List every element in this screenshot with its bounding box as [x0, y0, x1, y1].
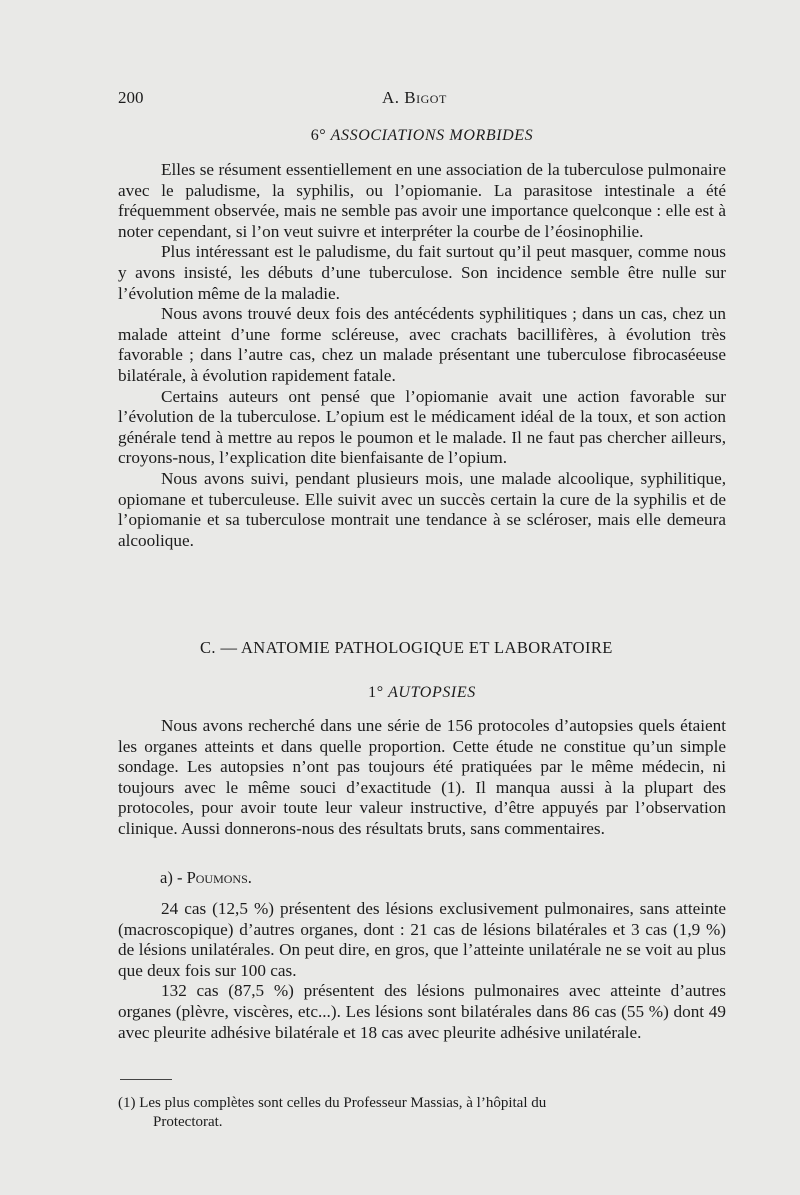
subsection-title: Poumons. [186, 868, 252, 887]
section-title: AUTOPSIES [388, 684, 476, 701]
body-text-poumons [118, 899, 726, 1043]
footnote-line: Protectorat. [153, 1114, 223, 1130]
paragraph: Nous avons trouvé deux fois des antécédents syphilitiques ; dans un cas, chez un malade atteint d’une forme scléreuse, avec crachats bacillifères, à évolution très favorable ; dans l’autre cas, chez un malade présentant une tuberculose fibrocaséeuse bilatérale, à évolution rapidement fatale. [118, 304, 726, 385]
body-text-autopsies [118, 716, 726, 840]
subsection-heading [160, 868, 252, 888]
author-initial: A. [382, 88, 405, 107]
paragraph: 24 cas (12,5 %) présentent des lésions exclusivement pulmonaires, sans atteinte (macroscopique) d’autres organes, dont : 21 cas de lésions bilatérales et 3 cas (1,9 %) de lésions unilatérales. On peut dire, en gros, que l’atteinte unilatérale ne se voit au plus que deux fois sur 100 cas. [118, 899, 726, 980]
author-surname: Bigot [404, 88, 447, 107]
paragraph: Certains auteurs ont pensé que l’opiomanie avait une action favorable sur l’évolution de la tuberculose. L’opium est le médicament idéal de la toux, et son action générale tend à mettre au repos le poumon et le malade. Il ne faut pas chercher ailleurs, croyons-nous, l’explication dite bienfaisante de l’opium. [118, 386, 726, 468]
running-head-author [382, 88, 447, 108]
footnote-line: (1) Les plus complètes sont celles du Professeur Massias, à l’hôpital du [118, 1095, 547, 1111]
section-heading-associations [118, 127, 726, 145]
section-heading-autopsies [118, 684, 726, 702]
running-header [118, 88, 718, 114]
section-number: 6° [310, 127, 327, 144]
subsection-label: a) - [160, 868, 187, 887]
page-number: 200 [118, 88, 144, 107]
paragraph: Nous avons recherché dans une série de 156 protocoles d’autopsies quels étaient les organes atteints et dans quelle proportion. Cette étude ne constitue qu’un simple sondage. Les autopsies n’ont pas toujours été pratiquées par le même médecin, ni toujours avec le même souci d’exactitude (1). Il manqua aussi à la plupart des protocoles, pour avoir toute leur valeur instructive, d’être appuyés par l’observation clinique. Aussi donnerons-nous des résultats bruts, sans commentaires. [118, 716, 726, 838]
section-title: ASSOCIATIONS MORBIDES [330, 127, 534, 144]
part-heading: C. — ANATOMIE PATHOLOGIQUE ET LABORATOIRE [200, 638, 613, 657]
paragraph: Plus intéressant est le paludisme, du fait surtout qu’il peut masquer, comme nous y avons insisté, les débuts d’une tuberculose. Son incidence semble être nulle sur l’évolution même de la maladie. [118, 242, 726, 303]
footnote-rule [120, 1079, 172, 1080]
paragraph: Elles se résument essentiellement en une association de la tuberculose pulmonaire avec le paludisme, la syphilis, ou l’opiomanie. La parasitose intestinale a été fréquemment observée, mais ne semble pas avoir une importance quelconque : elle est à noter cependant, si l’on veut suivre et interpréter la courbe de l’éosinophilie. [118, 160, 726, 241]
paragraph: Nous avons suivi, pendant plusieurs mois, une malade alcoolique, syphilitique, opiomane et tuberculeuse. Elle suivit avec un succès certain la cure de la syphilis et de l’opiomanie et sa tuberculose montrait une tendance à se scléroser, mais elle demeura alcoolique. [118, 468, 726, 550]
section-number: 1° [368, 684, 384, 701]
body-text-associations [118, 160, 726, 551]
footnote [118, 1094, 726, 1132]
paragraph: 132 cas (87,5 %) présentent des lésions pulmonaires avec atteinte d’autres organes (plèvre, viscères, etc...). Les lésions sont bilatérales dans 86 cas (55 %) dont 49 avec pleurite adhésive bilatérale et 18 cas avec pleurite adhésive unilatérale. [118, 981, 726, 1042]
